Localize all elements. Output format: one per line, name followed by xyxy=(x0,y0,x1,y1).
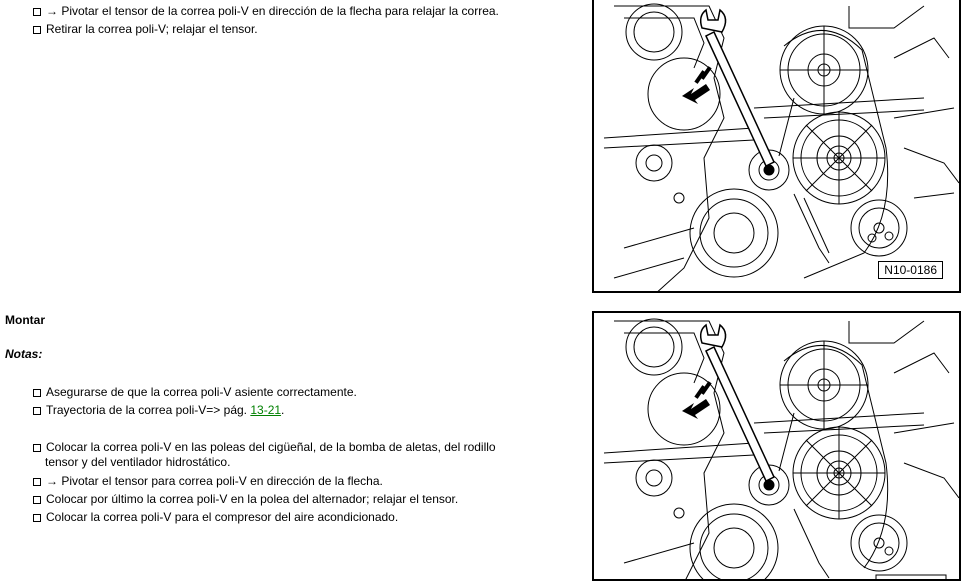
checkbox-icon xyxy=(33,26,41,34)
engine-belt-drawing xyxy=(594,313,961,581)
checkbox-icon xyxy=(33,389,41,397)
step-text: → Pivotar el tensor para correa poli-V en dirección de la flecha. xyxy=(46,474,383,488)
checkbox-icon xyxy=(33,514,41,522)
figure-engine-belt-bottom xyxy=(592,311,961,581)
step-pivot-tensor-relax xyxy=(33,4,499,19)
checkbox-icon xyxy=(33,496,41,504)
step-alternator xyxy=(33,492,458,507)
note-belt-seated xyxy=(33,385,357,400)
step-text: Colocar por último la correa poli-V en la polea del alternador; relajar el tensor. xyxy=(46,492,459,506)
step-pivot-tensor xyxy=(33,474,383,489)
step-text-line1: Colocar la correa poli-V en las poleas del cigüeñal, de la bomba de aletas, del rodillo xyxy=(46,440,496,454)
checkbox-icon xyxy=(33,8,41,16)
step-text: Retirar la correa poli-V; relajar el tensor. xyxy=(46,22,258,36)
notes-label: Notas: xyxy=(5,347,43,361)
checkbox-icon xyxy=(33,407,41,415)
engine-belt-drawing xyxy=(594,0,961,293)
page-link[interactable]: 13-21 xyxy=(250,403,282,417)
step-fit-belt-pulleys xyxy=(33,440,496,470)
note-text: Trayectoria de la correa poli-V=> pág. xyxy=(46,403,247,417)
note-belt-route xyxy=(33,403,284,418)
note-text: Asegurarse de que la correa poli-V asiente correctamente. xyxy=(46,385,357,399)
step-ac-compressor xyxy=(33,510,398,525)
note-suffix: . xyxy=(281,403,285,417)
checkbox-icon xyxy=(33,478,41,486)
checkbox-icon xyxy=(33,444,41,452)
step-text: → Pivotar el tensor de la correa poli-V en dirección de la flecha para relajar la correa. xyxy=(46,4,499,18)
figure-label: N10-0186 xyxy=(878,261,943,279)
step-text: Colocar la correa poli-V para el compresor del aire acondicionado. xyxy=(46,510,399,524)
figure-engine-belt-top xyxy=(592,0,961,293)
step-text-line2: tensor y del ventilador hidrostático. xyxy=(45,455,231,469)
step-remove-belt xyxy=(33,22,258,37)
section-title: Montar xyxy=(5,313,45,327)
